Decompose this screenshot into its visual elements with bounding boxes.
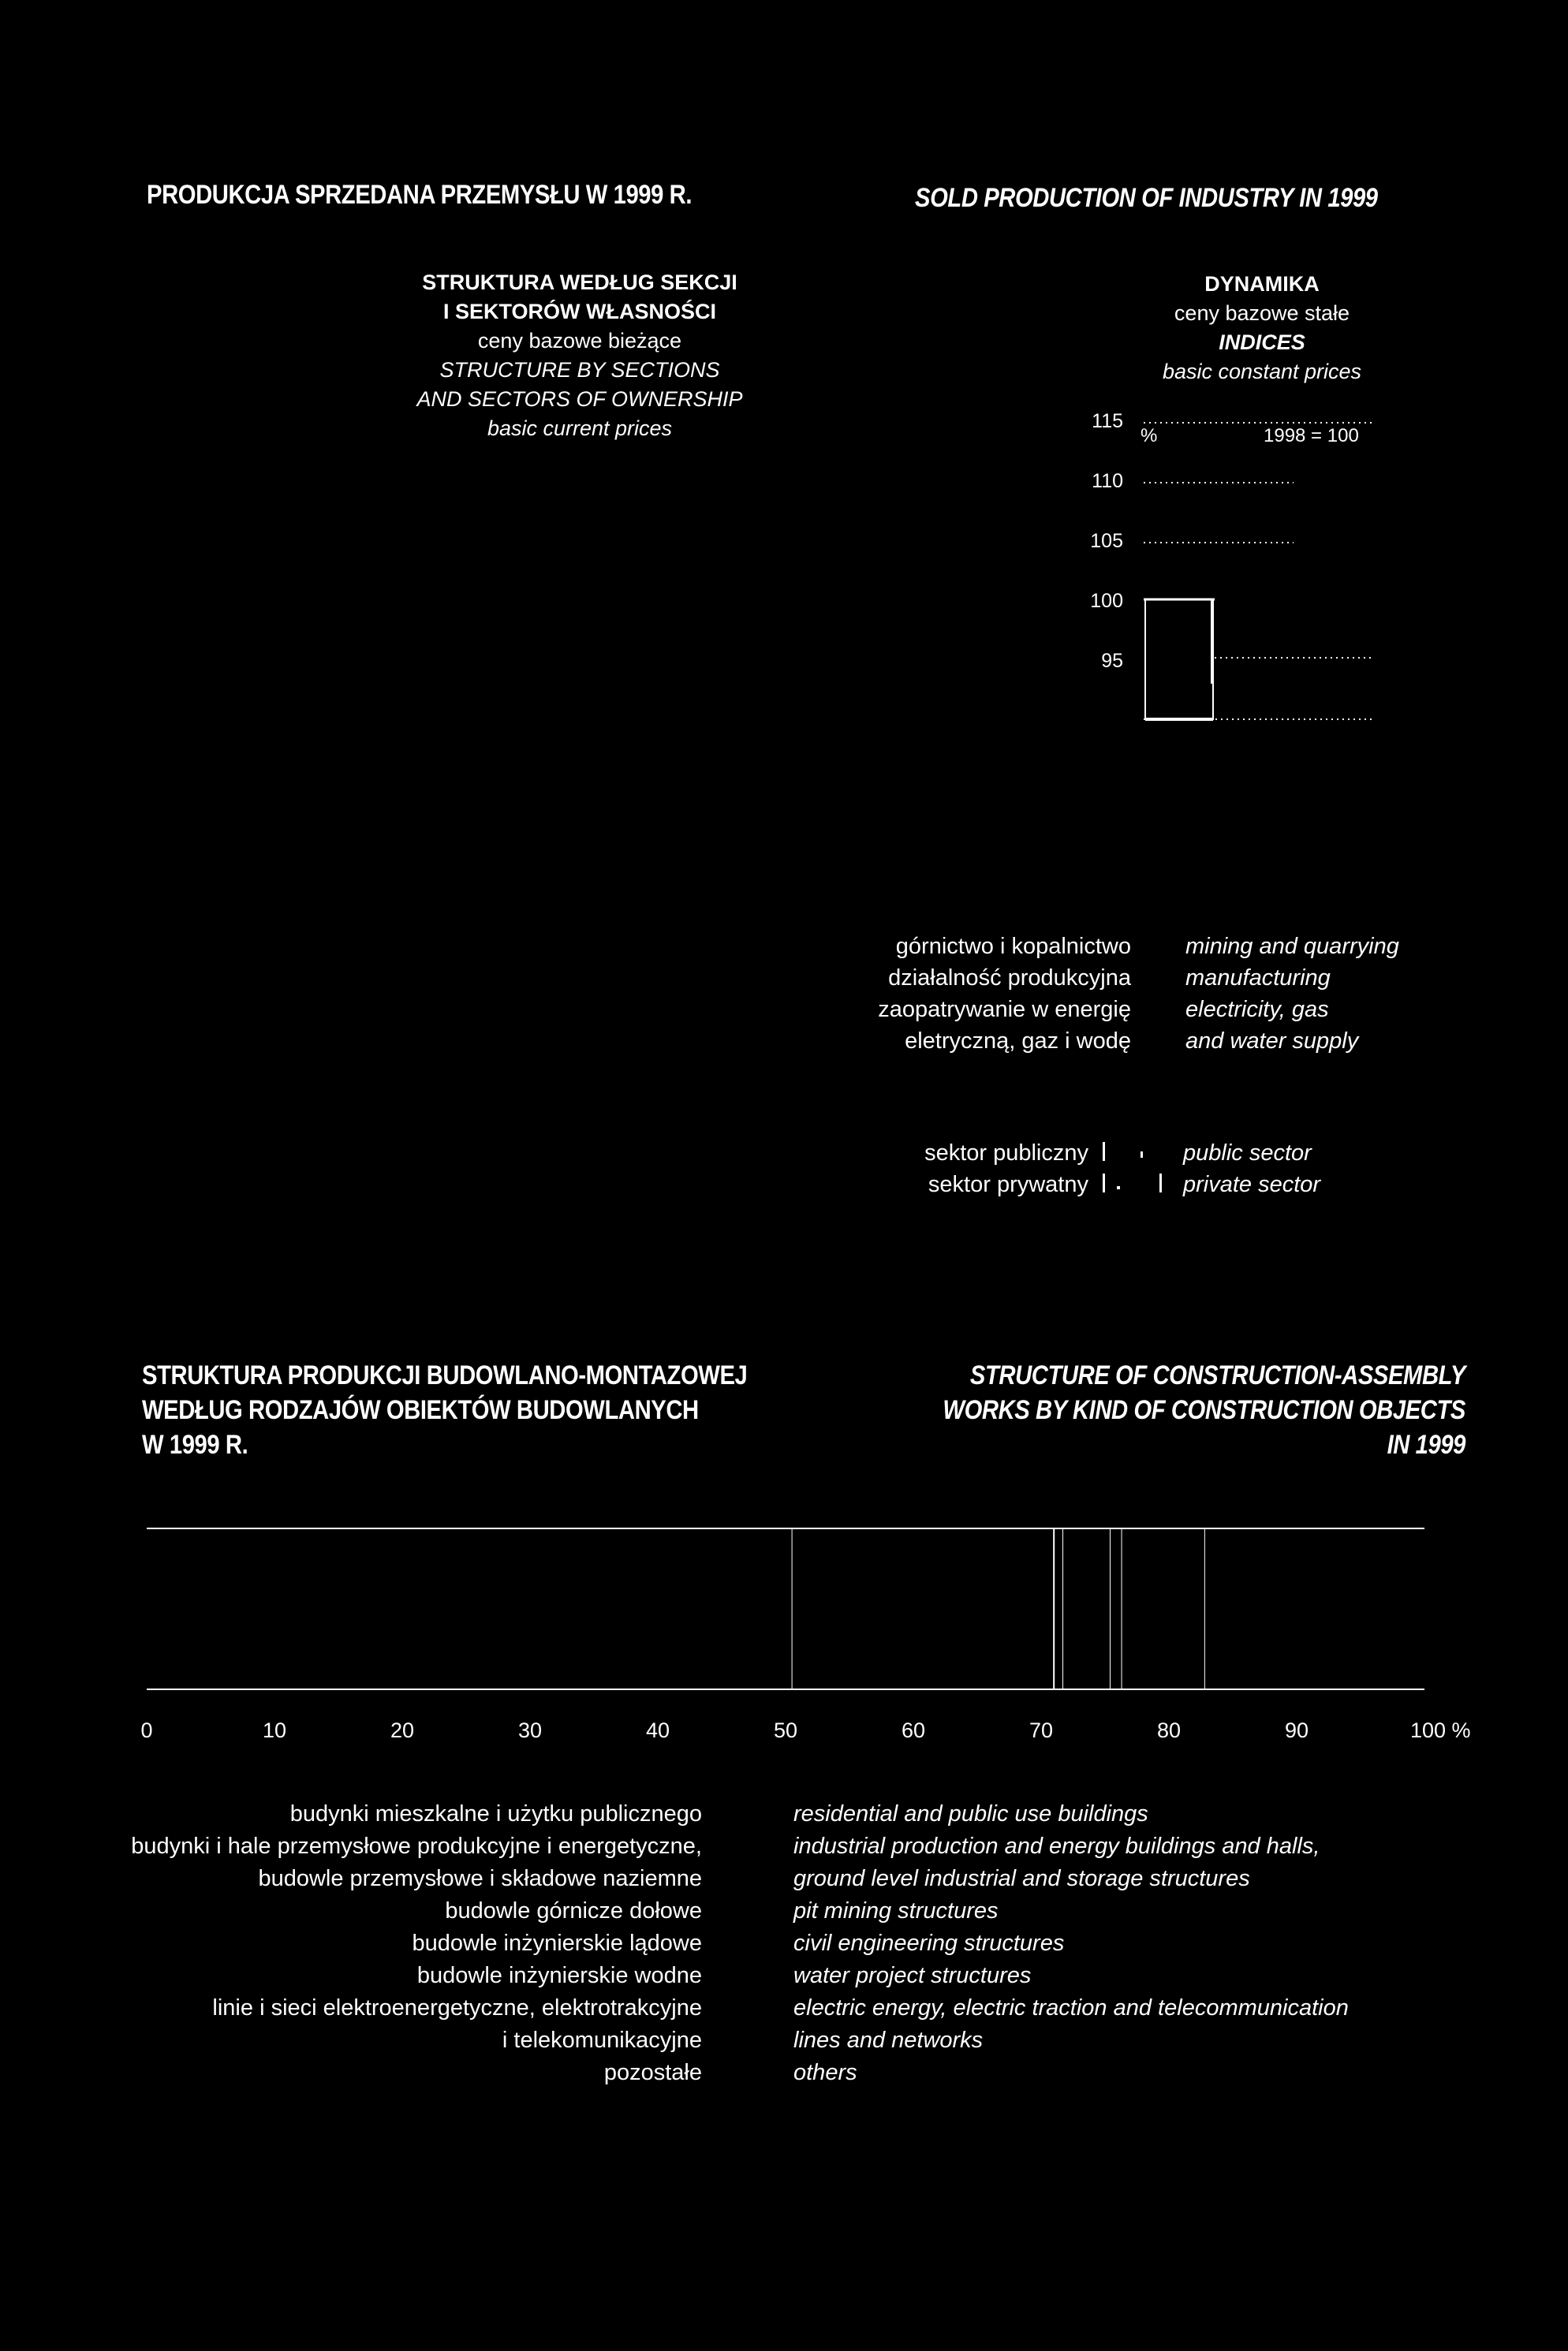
sections-legend-item-en: and water supply <box>1185 1028 1359 1054</box>
construction-segment <box>1204 1528 1424 1689</box>
sectors-legend-item-pl: sektor publiczny <box>924 1140 1088 1166</box>
construction-legend-item-en: lines and networks <box>793 2028 984 2053</box>
title-en: SOLD PRODUCTION OF INDUSTRY IN 1999 <box>915 183 1378 213</box>
construction-legend-item-en: ground level industrial and storage structures <box>793 1866 1250 1891</box>
construction-legend-item-en: pit mining structures <box>793 1898 999 1924</box>
construction-legend-item-en: industrial production and energy buildings and halls, <box>793 1834 1320 1859</box>
dynamics-heading-line: ceny bazowe stałe <box>1174 301 1350 325</box>
construction-legend-item-pl: budowle inżynierskie wodne <box>416 1963 702 1988</box>
construction-legend-item-en: others <box>793 2060 857 2085</box>
construction-legend-item-pl: budowle przemysłowe i składowe naziemne <box>258 1866 702 1891</box>
x-tick-label: 50 <box>773 1718 798 1742</box>
dynamics-base-label: 1998 = 100 <box>1264 425 1359 446</box>
sectors-legend-item-en: public sector <box>1183 1140 1312 1166</box>
y-tick-label: 110 <box>1092 470 1123 492</box>
sections-legend-item-pl: eletryczną, gaz i wodę <box>905 1028 1131 1054</box>
construction-segment <box>1110 1528 1122 1689</box>
structure-heading-line: basic current prices <box>487 416 673 440</box>
sections-legend-item-pl: działalność produkcyjna <box>888 965 1131 991</box>
sectors-legend-item-en: private sector <box>1183 1172 1321 1197</box>
construction-segment <box>1054 1528 1062 1689</box>
construction-legend-item-pl: linie i sieci elektroenergetyczne, elektrotrakcyjne <box>212 1995 702 2021</box>
y-tick-label: 100 <box>1090 590 1123 612</box>
construction-segment <box>1063 1528 1111 1689</box>
structure-heading-line: STRUKTURA WEDŁUG SEKCJI <box>422 271 737 294</box>
x-tick-label: 20 <box>390 1718 415 1742</box>
sections-legend-item-pl: zaopatrywanie w energię <box>878 997 1131 1022</box>
x-tick-label: 90 <box>1284 1718 1309 1742</box>
x-tick-label: 40 <box>645 1718 670 1742</box>
sections-legend-item-en: mining and quarrying <box>1185 934 1399 959</box>
sections-legend-item-en: electricity, gas <box>1185 997 1329 1022</box>
dynamics-unit-label: % <box>1141 425 1158 446</box>
structure-heading-line: AND SECTORS OF OWNERSHIP <box>416 387 743 411</box>
dynamics-heading-line: basic constant prices <box>1162 360 1362 383</box>
x-tick-label: 100 % <box>1410 1718 1471 1742</box>
construction-title-pl-line: WEDŁUG RODZAJÓW OBIEKTÓW BUDOWLANYCH <box>142 1395 699 1425</box>
construction-segment <box>147 1528 792 1689</box>
construction-legend-pl <box>79 1798 702 2089</box>
construction-legend-item-pl: pozostałe <box>603 2060 702 2085</box>
construction-legend-item-pl: i telekomunikacyjne <box>502 2028 702 2053</box>
sectors-legend-item-pl: sektor prywatny <box>928 1172 1088 1197</box>
construction-title-en-line: IN 1999 <box>1387 1430 1465 1460</box>
x-tick-label: 10 <box>262 1718 287 1742</box>
construction-legend-en <box>793 1798 1503 2089</box>
construction-segment <box>792 1528 1054 1689</box>
construction-legend-item-pl: budowle górnicze dołowe <box>445 1898 702 1924</box>
x-tick-label: 60 <box>901 1718 926 1742</box>
sections-legend-item-en: manufacturing <box>1185 965 1331 991</box>
structure-heading-line: ceny bazowe bieżące <box>477 329 682 353</box>
structure-heading-line: I SEKTORÓW WŁASNOŚCI <box>442 300 716 323</box>
x-tick-label: 70 <box>1029 1718 1054 1742</box>
construction-legend-item-pl: budynki mieszkalne i użytku publicznego <box>289 1801 702 1827</box>
construction-legend-item-en: civil engineering structures <box>793 1931 1065 1956</box>
x-tick-label: 30 <box>517 1718 543 1742</box>
x-tick-label: 0 <box>140 1718 153 1742</box>
construction-title-pl-line: W 1999 R. <box>142 1430 248 1460</box>
construction-legend-item-pl: budowle inżynierskie lądowe <box>412 1931 702 1956</box>
construction-legend-item-pl: budynki i hale przemysłowe produkcyjne i energetyczne, <box>131 1834 702 1859</box>
dynamics-heading-line: INDICES <box>1219 330 1305 354</box>
y-tick-label: 105 <box>1090 530 1123 552</box>
construction-title-en-line: WORKS BY KIND OF CONSTRUCTION OBJECTS <box>943 1395 1465 1425</box>
dynamics-heading-line: DYNAMIKA <box>1204 272 1320 296</box>
construction-legend-item-en: water project structures <box>793 1963 1032 1988</box>
construction-title-en-line: STRUCTURE OF CONSTRUCTION-ASSEMBLY <box>969 1360 1465 1390</box>
structure-heading-line: STRUCTURE BY SECTIONS <box>439 358 720 382</box>
x-tick-label: 80 <box>1156 1718 1182 1742</box>
construction-legend-item-en: electric energy, electric traction and telecommunication <box>793 1995 1349 2021</box>
construction-legend-item-en: residential and public use buildings <box>793 1801 1148 1827</box>
y-tick-label: 95 <box>1101 650 1123 672</box>
construction-segment <box>1122 1528 1204 1689</box>
title-pl: PRODUKCJA SPRZEDANA PRZEMYSŁU W 1999 R. <box>147 180 693 210</box>
y-tick-label: 115 <box>1092 410 1123 432</box>
sections-legend-item-pl: górnictwo i kopalnictwo <box>895 934 1131 959</box>
construction-title-pl-line: STRUKTURA PRODUKCJI BUDOWLANO-MONTAZOWEJ <box>142 1360 748 1390</box>
